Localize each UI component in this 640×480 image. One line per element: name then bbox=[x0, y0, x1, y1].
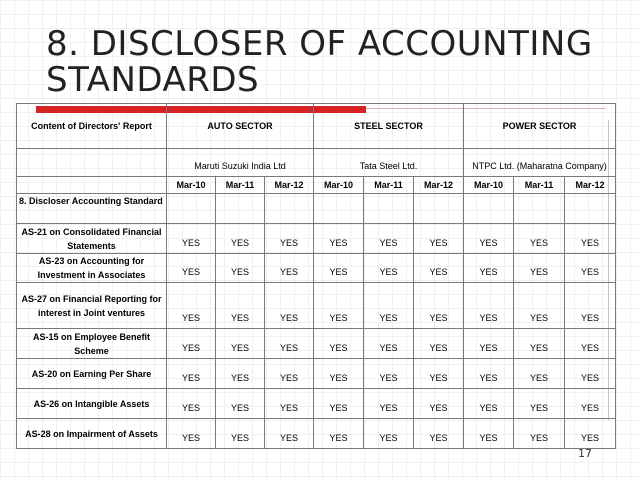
company-ntpc: NTPC Ltd. (Maharatna Company) bbox=[464, 149, 616, 177]
disclosure-value: YES bbox=[364, 359, 414, 389]
disclosure-value: YES bbox=[314, 389, 364, 419]
period-cell: Mar-11 bbox=[216, 177, 265, 194]
table-row bbox=[17, 224, 616, 254]
disclosure-value: YES bbox=[216, 389, 265, 419]
disclosure-value: YES bbox=[464, 254, 514, 283]
disclosure-value: YES bbox=[565, 419, 616, 449]
disclosure-value: YES bbox=[514, 283, 565, 329]
company-header-blank bbox=[17, 149, 167, 177]
disclosure-value: YES bbox=[565, 283, 616, 329]
standard-label: AS-23 on Accounting for Investment in Associates bbox=[17, 254, 167, 283]
disclosure-value: YES bbox=[414, 283, 464, 329]
page-number: 17 bbox=[578, 447, 592, 460]
header-label: Content of Directors' Report bbox=[17, 104, 167, 149]
section-row bbox=[17, 194, 616, 224]
disclosure-value: YES bbox=[414, 389, 464, 419]
disclosure-value: YES bbox=[265, 419, 314, 449]
disclosure-value: YES bbox=[314, 283, 364, 329]
disclosure-value: YES bbox=[414, 224, 464, 254]
disclosure-value: YES bbox=[167, 224, 216, 254]
period-cell: Mar-12 bbox=[414, 177, 464, 194]
sector-auto: AUTO SECTOR bbox=[167, 104, 314, 149]
period-cell: Mar-10 bbox=[167, 177, 216, 194]
disclosure-value: YES bbox=[216, 329, 265, 359]
disclosure-value: YES bbox=[565, 329, 616, 359]
period-cell: Mar-12 bbox=[265, 177, 314, 194]
table-row bbox=[17, 359, 616, 389]
sector-power: POWER SECTOR bbox=[464, 104, 616, 149]
disclosure-value: YES bbox=[265, 283, 314, 329]
disclosure-value: YES bbox=[167, 419, 216, 449]
disclosure-value: YES bbox=[565, 389, 616, 419]
disclosure-value: YES bbox=[414, 329, 464, 359]
disclosure-value: YES bbox=[216, 419, 265, 449]
disclosure-value: YES bbox=[464, 329, 514, 359]
disclosure-value: YES bbox=[314, 224, 364, 254]
disclosure-value: YES bbox=[514, 254, 565, 283]
disclosure-value: YES bbox=[265, 254, 314, 283]
disclosure-value: YES bbox=[314, 329, 364, 359]
disclosure-value: YES bbox=[167, 389, 216, 419]
standard-label: AS-27 on Financial Reporting for interest in Joint ventures bbox=[17, 283, 167, 329]
standard-label: AS-20 on Earning Per Share bbox=[17, 359, 167, 389]
standards-table bbox=[16, 103, 616, 449]
disclosure-value: YES bbox=[364, 419, 414, 449]
disclosure-value: YES bbox=[167, 329, 216, 359]
disclosure-value: YES bbox=[514, 224, 565, 254]
disclosure-value: YES bbox=[314, 359, 364, 389]
disclosure-value: YES bbox=[364, 254, 414, 283]
disclosure-value: YES bbox=[167, 283, 216, 329]
disclosure-value: YES bbox=[565, 254, 616, 283]
disclosure-value: YES bbox=[216, 254, 265, 283]
period-cell: Mar-11 bbox=[514, 177, 565, 194]
table-row bbox=[17, 389, 616, 419]
disclosure-value: YES bbox=[414, 359, 464, 389]
table-row bbox=[17, 329, 616, 359]
disclosure-value: YES bbox=[514, 389, 565, 419]
standard-label: AS-21 on Consolidated Financial Statements bbox=[17, 224, 167, 254]
company-maruti: Maruti Suzuki India Ltd bbox=[167, 149, 314, 177]
disclosure-value: YES bbox=[464, 389, 514, 419]
disclosure-value: YES bbox=[265, 224, 314, 254]
disclosure-value: YES bbox=[464, 283, 514, 329]
table-row bbox=[17, 254, 616, 283]
disclosure-value: YES bbox=[514, 419, 565, 449]
disclosure-value: YES bbox=[364, 389, 414, 419]
disclosure-value: YES bbox=[364, 224, 414, 254]
period-cell: Mar-10 bbox=[314, 177, 364, 194]
period-header-blank bbox=[17, 177, 167, 194]
disclosure-value: YES bbox=[464, 359, 514, 389]
disclosure-value: YES bbox=[565, 359, 616, 389]
standard-label: AS-15 on Employee Benefit Scheme bbox=[17, 329, 167, 359]
disclosure-value: YES bbox=[265, 389, 314, 419]
disclosure-value: YES bbox=[167, 254, 216, 283]
standard-label: AS-28 on Impairment of Assets bbox=[17, 419, 167, 449]
sector-steel: STEEL SECTOR bbox=[314, 104, 464, 149]
disclosure-value: YES bbox=[314, 419, 364, 449]
disclosure-value: YES bbox=[514, 359, 565, 389]
section-label: 8. Discloser Accounting Standard bbox=[17, 194, 167, 224]
table-row bbox=[17, 283, 616, 329]
disclosure-value: YES bbox=[464, 224, 514, 254]
disclosure-value: YES bbox=[167, 359, 216, 389]
slide-title: 8. DISCLOSER OF ACCOUNTING STANDARDS bbox=[46, 24, 593, 100]
disclosure-value: YES bbox=[414, 419, 464, 449]
period-row bbox=[17, 177, 616, 194]
period-cell: Mar-10 bbox=[464, 177, 514, 194]
standard-label: AS-26 on Intangible Assets bbox=[17, 389, 167, 419]
period-cell: Mar-12 bbox=[565, 177, 616, 194]
company-tata-steel: Tata Steel Ltd. bbox=[314, 149, 464, 177]
disclosure-value: YES bbox=[265, 329, 314, 359]
disclosure-value: YES bbox=[464, 419, 514, 449]
disclosure-value: YES bbox=[314, 254, 364, 283]
disclosure-value: YES bbox=[364, 283, 414, 329]
disclosure-value: YES bbox=[514, 329, 565, 359]
disclosure-value: YES bbox=[216, 359, 265, 389]
disclosure-value: YES bbox=[216, 224, 265, 254]
period-cell: Mar-11 bbox=[364, 177, 414, 194]
disclosure-value: YES bbox=[216, 283, 265, 329]
table-row bbox=[17, 419, 616, 449]
disclosure-value: YES bbox=[364, 329, 414, 359]
disclosure-value: YES bbox=[265, 359, 314, 389]
disclosure-value: YES bbox=[565, 224, 616, 254]
disclosure-value: YES bbox=[414, 254, 464, 283]
